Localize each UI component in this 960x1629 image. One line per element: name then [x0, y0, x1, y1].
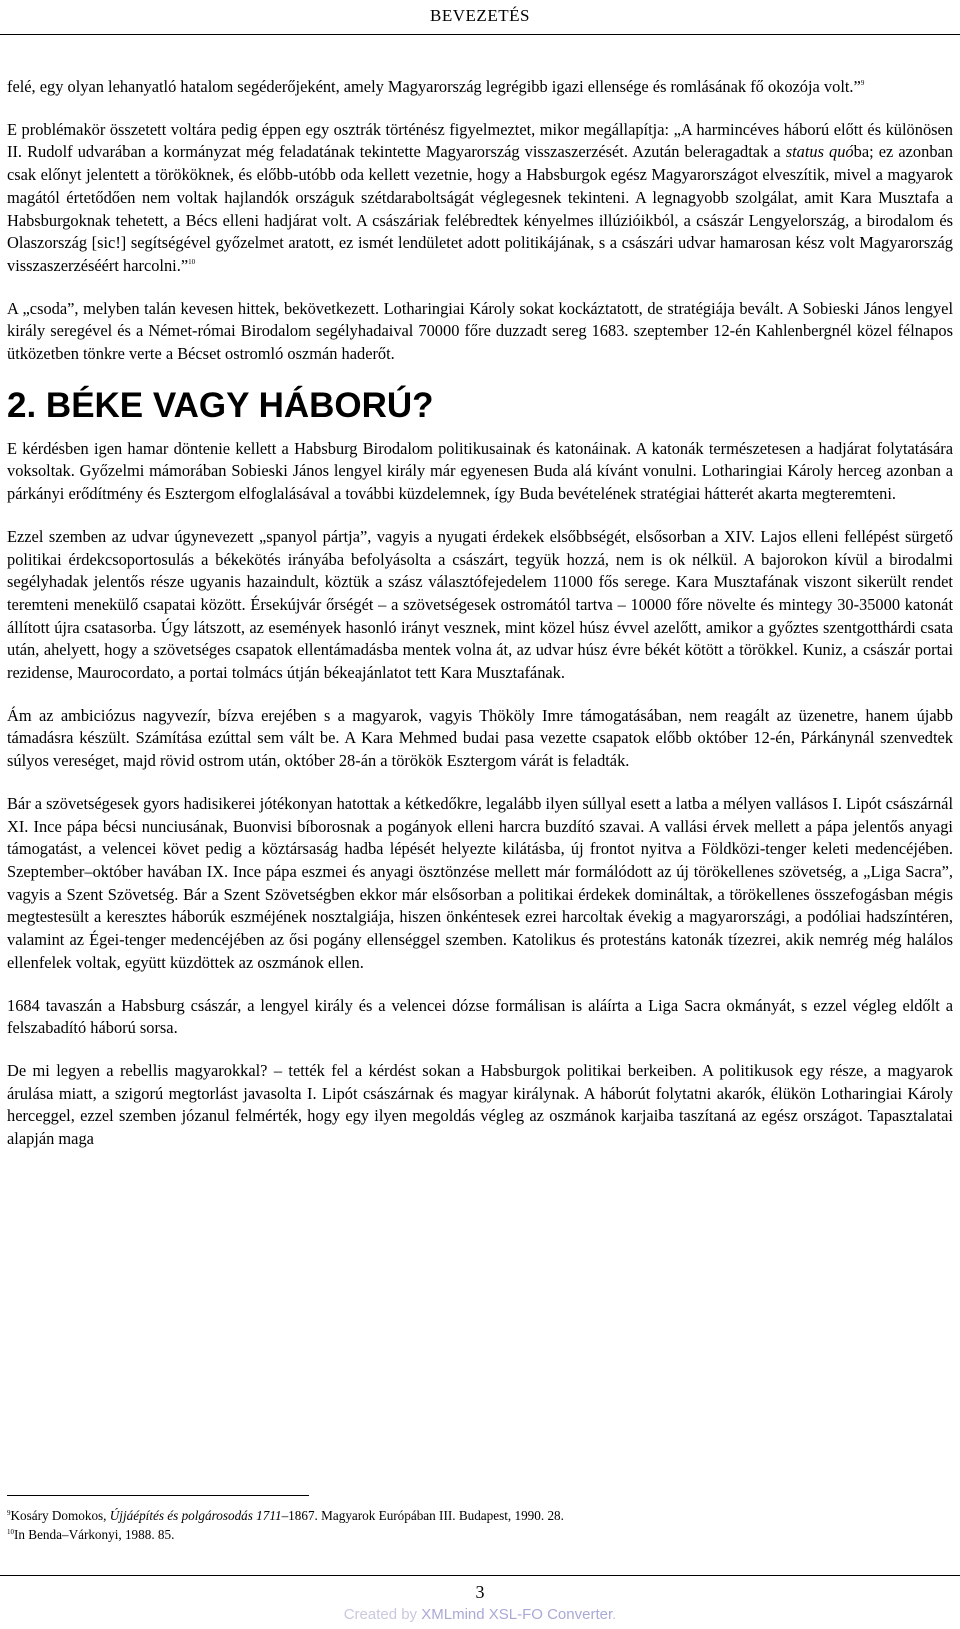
footer-separator [0, 1575, 960, 1576]
footnote-9-italic: Újjáépítés és polgárosodás 1711 [109, 1508, 282, 1523]
footnote-10-text: In Benda–Várkonyi, 1988. 85. [14, 1527, 175, 1542]
watermark-suffix: . [612, 1606, 617, 1623]
paragraph-1-text: felé, egy olyan lehanyatló hatalom segéderőjeként, amely Magyarország legrégibb igazi ellensége és romlásának fő okozója volt.” [7, 77, 861, 96]
paragraph-2-text-a: E problémakör összetett voltára pedig éppen egy osztrák történész figyelmeztet, mikor megállapítja: „A harmincéves háború előtt és különösen II. Rudolf udvarában a kormányzat még feladatának tekintette Magyarország visszaszerzését. Azután beleragadtak a [7, 119, 953, 162]
footnote-10-number: 10 [7, 1528, 14, 1536]
paragraph-2-italic: status quó [785, 142, 854, 162]
footnote-10 [7, 1525, 953, 1544]
footnote-ref-9: 9 [860, 79, 865, 87]
footnote-9-text-b: –1867. Magyarok Európában III. Budapest, 1990. 28. [281, 1508, 564, 1523]
paragraph-5: Ezzel szemben az udvar úgynevezett „spanyol pártja”, vagyis a nyugati érdekek elsőbbségét, elsősorban a XIV. Lajos elleni fellépést sürgető politikai érdekcsoportosulás a békekötés irányába befolyásolta a császárt, tegyük hozzá, nem is ok nélkül. A bajorokon kívül a birodalmi segélyhadak jelentős része ugyanis hazaindult, köztük a szász választófejedelem 11000 fős serege. Kara Musztafának viszont sikerült rendet teremteni menekülő csapatai között. Érsekújvár őrségét – a szövetségesek ostromától tartva – 10000 főre növelte és mintegy 30-35000 katonát állított újra csatasorba. Úgy látszott, az események hasonló irányt vesznek, mint közel húsz évvel azelőtt, amikor a győztes szentgotthárdi csata után, ahelyett, hogy a szövetséges csapatok ellentámadásba mentek volna át, az udvar húsz évre békét kötött a törökkel. Kuniz, a császár portai rezidense, Maurocordato, a portai tolmács útján békeajánlatot tett Kara Musztafának. [7, 526, 953, 683]
page-number: 3 [475, 1582, 485, 1602]
page-body [7, 76, 953, 1171]
paragraph-3: A „csoda”, melyben talán kevesen hittek, bekövetkezett. Lotharingiai Károly sokat kockáztatott, de stratégiája bevált. A Sobieski János lengyel király seregével és a Német-római Birodalom segélyhadaival 70000 főre duzzadt sereg 1683. szeptember 12-én Kahlenbergnél közel félnapos ütközetben tönkre verte a Bécset ostromló oszmán haderőt. [7, 298, 953, 364]
running-header [0, 0, 960, 35]
paragraph-2-text-b: ba; ez azonban csak előnyt jelentett a törököknek, és előbb-utóbb oda kellett vezetnie, hogy a Habsburgok egész Magyarországot elveszítik, mivel a magyarok magától értetődően nem voltak hajlandók országuk szétdaraboltságát véglegesnek tekinteni. A legnagyobb szolgálat, amit Kara Musztafa a Habsburgoknak tehetett, a Bécs elleni hadjárat volt. A császáriak felébredtek kényelmes illúzióikból, a császár Lengyelország, a birodalom és Olaszország [sic!] segítségével győzelmet aratott, ez ismét lendületet adott politikájának, s a császári udvar hamarosan kész volt Magyarország visszaszerzéséért harcolni.” [7, 142, 953, 275]
paragraph-1 [7, 76, 953, 99]
footnote-ref-10: 10 [188, 257, 196, 266]
footnote-separator [7, 1495, 309, 1496]
section-heading: 2. BÉKE VAGY HÁBORÚ? [7, 385, 434, 425]
paragraph-8: 1684 tavaszán a Habsburg császár, a lengyel király és a velencei dózse formálisan is aláírta a Liga Sacra okmányát, s ezzel végleg eldőlt a felszabadító háború sorsa. [7, 995, 953, 1038]
paragraph-7: Bár a szövetségesek gyors hadisikerei jótékonyan hatottak a kétkedőkre, legalább ilyen súllyal esett a latba a mélyen vallásos I. Lipót császárnál XI. Ince pápa bécsi nunciusának, Buonvisi bíborosnak a pogányok elleni harcra buzdító szavai. A vallási érvek mellett a pápa jelentős anyagi támogatást, a velencei követ pedig a köztársaság hadba lépését helyezte kilátásba, új frontot nyitva a Földközi-tenger keleti medencéjében. Szeptember–október havában IX. Ince pápa eszmei és anyagi ösztönzése mellett már formálódott az új törökellenes szövetség, a „Liga Sacra”, vagyis a Szent Szövetség. Bár a Szent Szövetségben ekkor már elsősorban a politikai érdekek domináltak, a törökellenes összefogásban mégis megtestesült a keresztes háborúk eszméjének nosztalgiája, hiszen önkéntesek ezrei harcoltak évekig a magyarországi, a podóliai hadszíntéren, valamint az Égei-tenger medencéjében az ősi pogány ellenséggel szemben. Katolikus és protestáns katonák tízezrei, akik nemrég még halálos ellenfelek voltak, együtt küzdöttek az oszmánok ellen. [7, 793, 953, 972]
converter-watermark [0, 1605, 960, 1625]
footnotes [7, 1506, 953, 1544]
watermark-brand: XMLmind XSL-FO Converter [421, 1606, 613, 1623]
paragraph-2 [7, 119, 953, 278]
footnote-9-number: 9 [7, 1509, 11, 1517]
paragraph-6: Ám az ambiciózus nagyvezír, bízva erejében s a magyarok, vagyis Thököly Imre támogatásában, nem reagált az üzenetre, hanem újabb támadásra készült. Számítása ezúttal sem vált be. A Kara Mehmed budai pasa vezette csapatok előbb október 12-én, Párkánynál szenvedtek súlyos vereséget, majd rövid ostrom után, október 28-án a törökök Esztergom várát is feladták. [7, 705, 953, 771]
watermark-prefix: Created by [343, 1606, 422, 1623]
running-header-title: BEVEZETÉS [430, 6, 530, 25]
paragraph-4: E kérdésben igen hamar döntenie kellett a Habsburg Birodalom politikusainak és katonáinak. A katonák természetesen a hadjárat folytatására voksoltak. Győzelmi mámorában Sobieski János lengyel király már egyenesen Buda alá kívánt vonulni. Lotharingiai Károly herceg azonban a párkányi erődítmény és Esztergom elfoglalásával a további küzdelemnek, így Buda bevételének stratégiai hátterét akarta megteremteni. [7, 438, 953, 504]
paragraph-9: De mi legyen a rebellis magyarokkal? – tették fel a kérdést sokan a Habsburgok politikai berkeiben. A politikusok egy része, a magyarok árulása miatt, a szigorú megtorlást javasolta I. Lipót császárnak és magyar királynak. A háborút folytatni akarók, élükön Lotharingiai Károly herceggel, ezzel szemben józanul felmérték, hogy egy ilyen megoldás végleg az oszmánok karjaiba taszítaná az egész országot. Tapasztalatai alapján maga [7, 1060, 953, 1149]
footnote-9 [7, 1506, 953, 1525]
footnote-9-text-a: Kosáry Domokos, [10, 1508, 110, 1523]
